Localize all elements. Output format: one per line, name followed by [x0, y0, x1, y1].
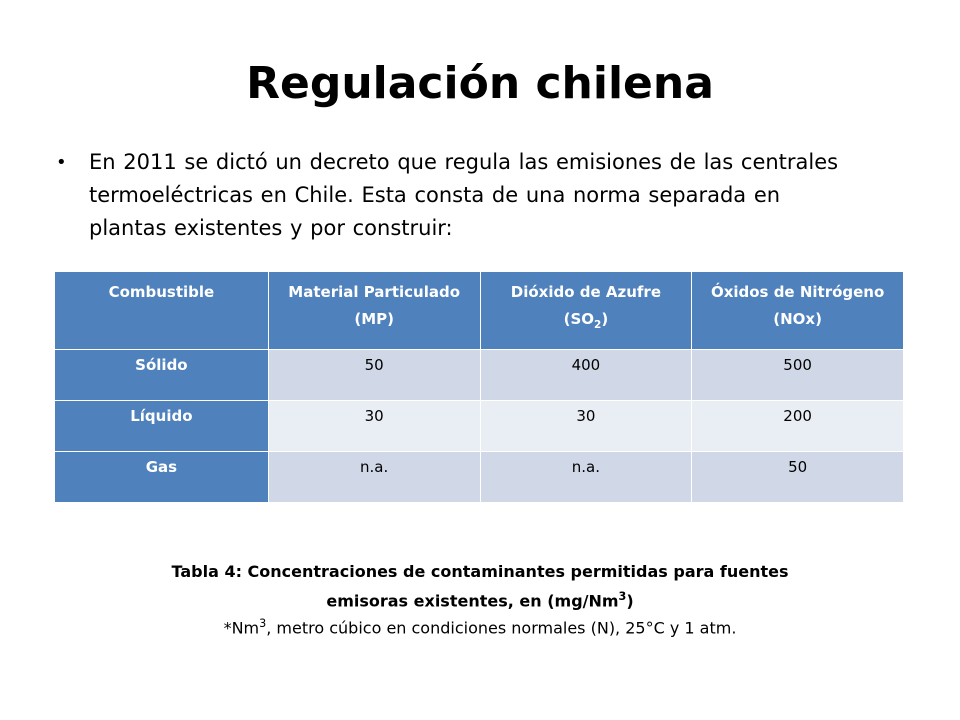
cell-mp: 30: [268, 401, 480, 452]
table-row: [55, 401, 904, 452]
cell-nox: 500: [692, 350, 904, 401]
bullet-text: En 2011 se dictó un decreto que regula las emisiones de las centrales termoeléctricas en Chile. Esta consta de una norma separada en plantas existentes y por construir:: [89, 150, 839, 240]
caption-line-1: Tabla 4: Concentraciones de contaminantes permitidas para fuentes: [171, 562, 789, 581]
cell-mp: n.a.: [268, 452, 480, 503]
table-header-row: [55, 272, 904, 350]
table-row: [55, 350, 904, 401]
header-material-particulado: Material Particulado (MP): [268, 272, 480, 350]
emissions-table: [54, 271, 904, 503]
header-dioxido-azufre: Dióxido de Azufre $(SO_2)$: [480, 272, 692, 350]
row-fuel: Gas: [55, 452, 269, 503]
cell-so2: 400: [480, 350, 692, 401]
bullet-paragraph: [56, 146, 856, 245]
footnote: *Nm$^3$, metro cúbico en condiciones normales (N), 25°C y 1 atm.: [223, 617, 737, 638]
table-caption: [0, 559, 960, 613]
header-oxidos-nitrogeno: Óxidos de Nitrógeno (NOx): [692, 272, 904, 350]
cell-nox: 50: [692, 452, 904, 503]
cell-so2: n.a.: [480, 452, 692, 503]
slide-title: Regulación chilena: [246, 58, 714, 109]
row-fuel: Sólido: [55, 350, 269, 401]
bullet-icon: •: [56, 152, 67, 173]
header-combustible: Combustible: [55, 272, 269, 350]
row-fuel: Líquido: [55, 401, 269, 452]
cell-so2: 30: [480, 401, 692, 452]
table-row: [55, 452, 904, 503]
cell-nox: 200: [692, 401, 904, 452]
cell-mp: 50: [268, 350, 480, 401]
caption-line-2: emisoras existentes, en (mg/Nm$^3$): [326, 590, 634, 611]
